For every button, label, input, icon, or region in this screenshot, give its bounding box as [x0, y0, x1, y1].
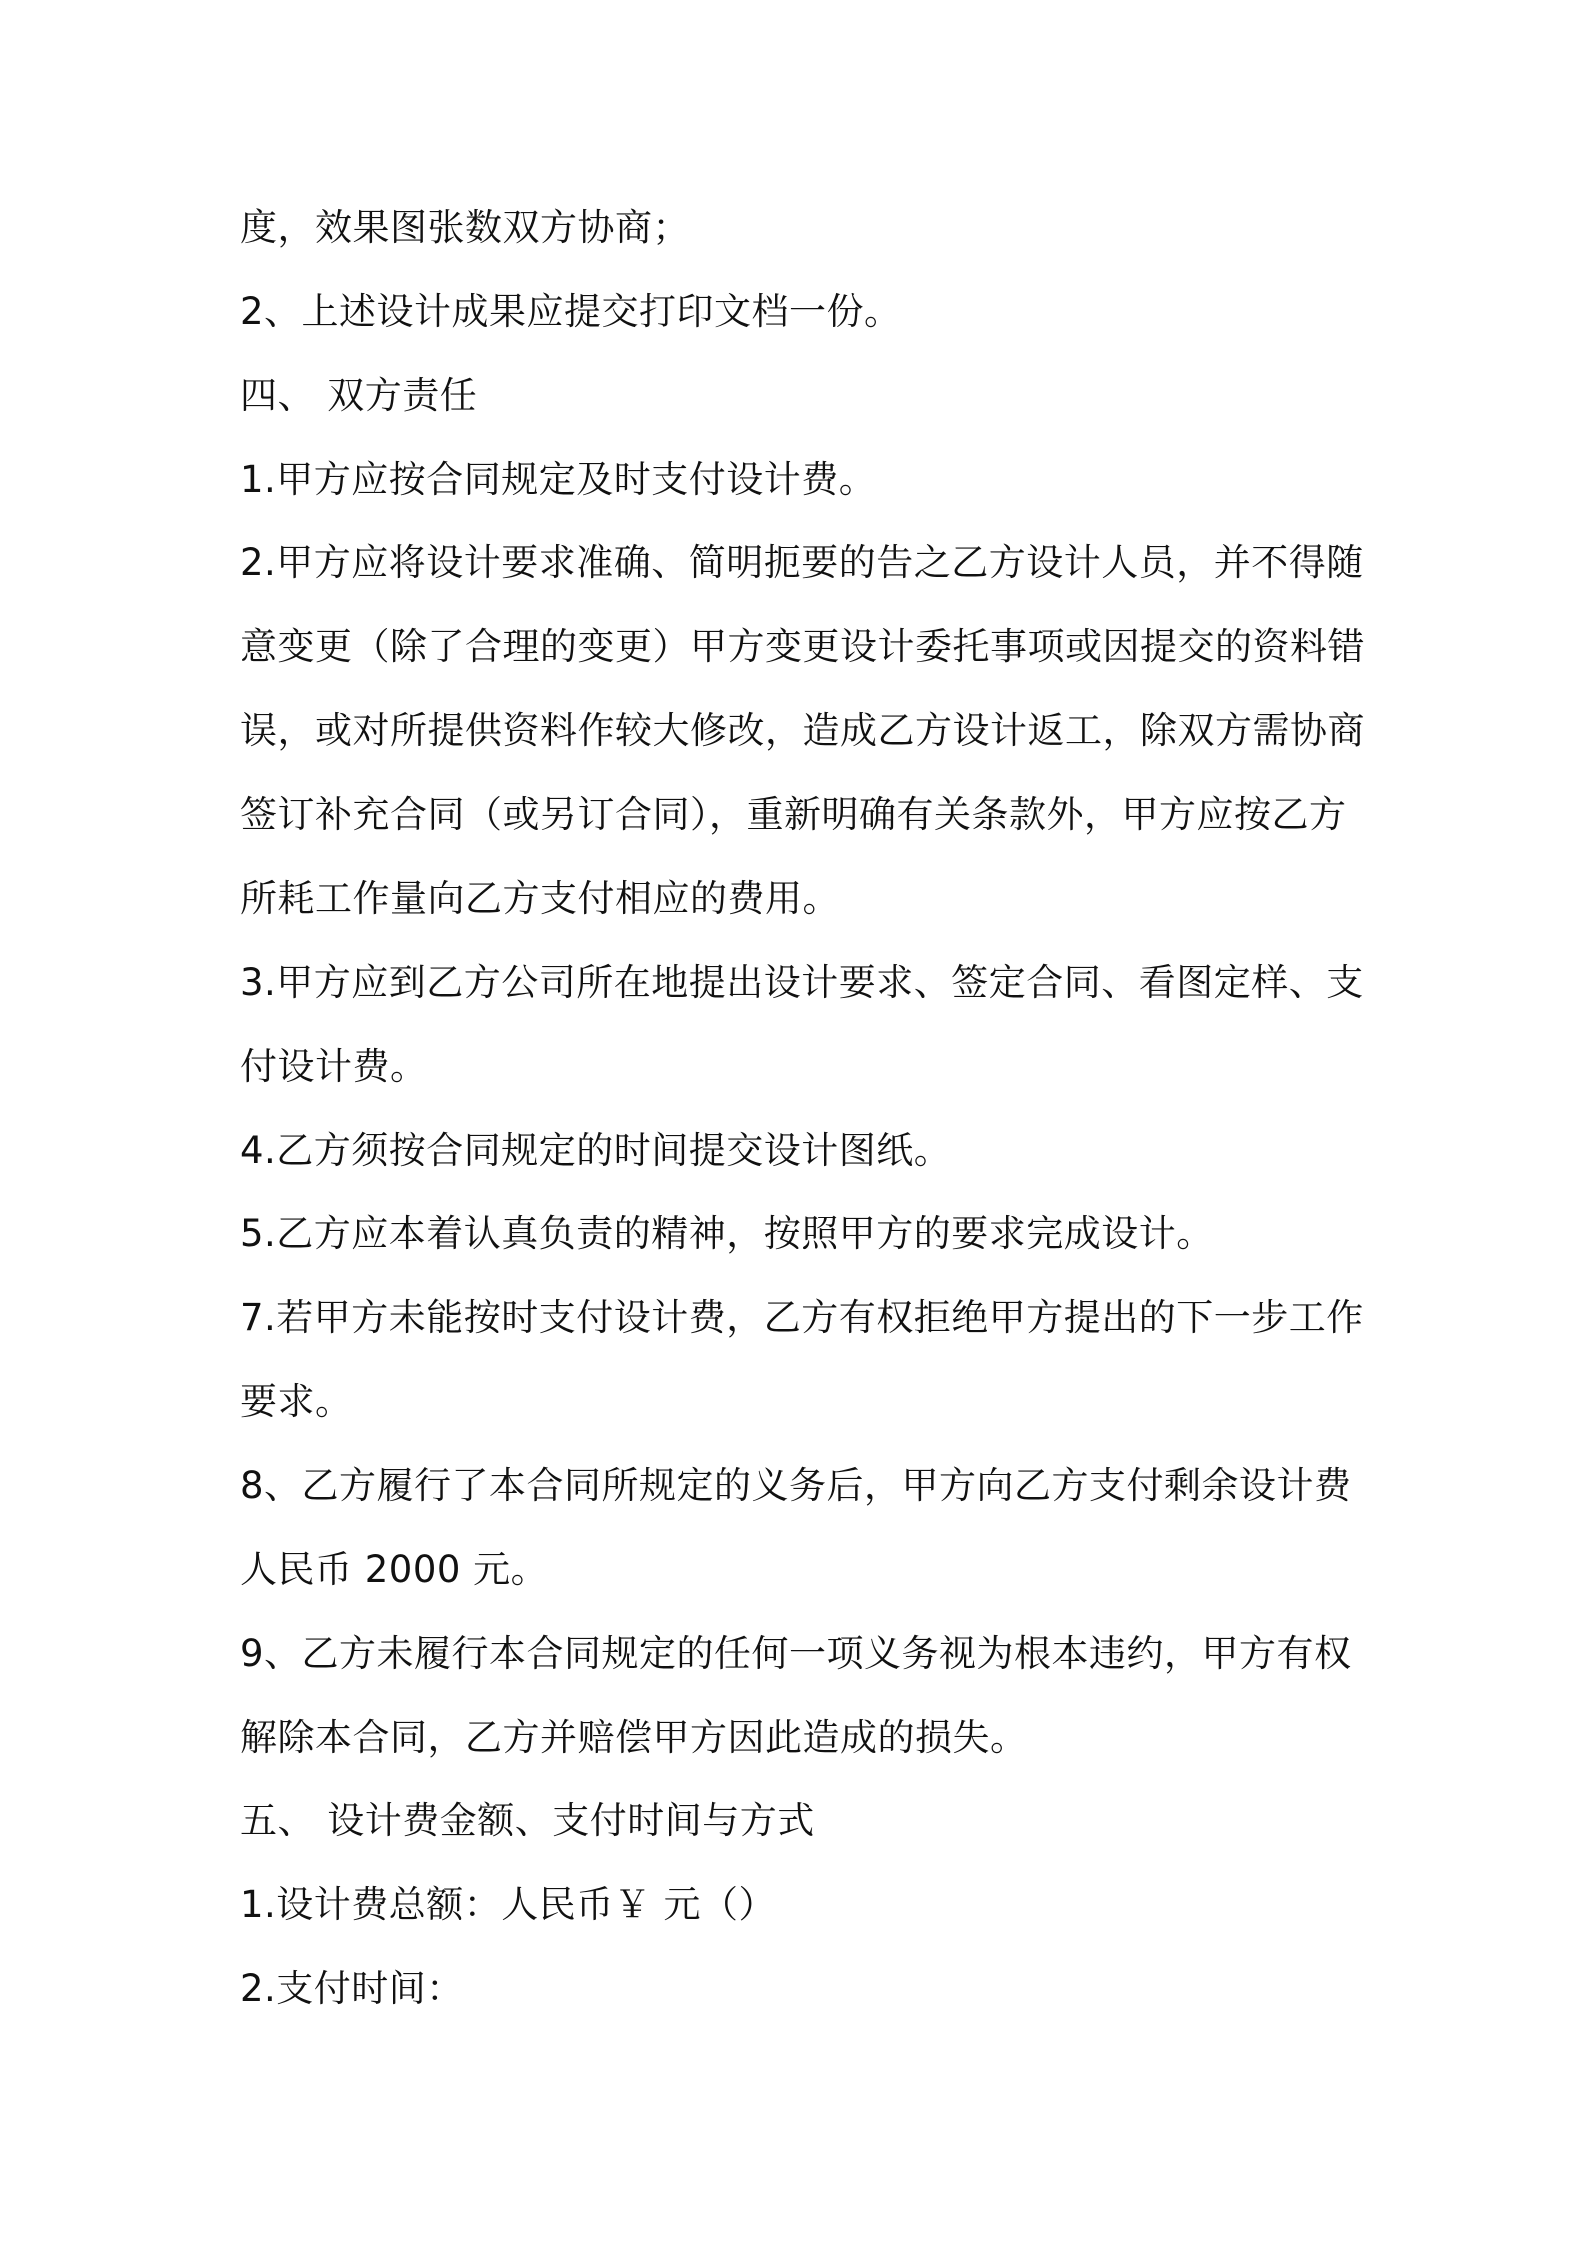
text-line: 度，效果图张数双方协商； [240, 206, 690, 249]
text-line: 1.设计费总额：人民币￥ 元（） [240, 1883, 777, 1926]
text-line: 5.乙方应本着认真负责的精神，按照甲方的要求完成设计。 [240, 1212, 1214, 1255]
text-line: 2、上述设计成果应提交打印文档一份。 [240, 290, 902, 333]
text-line: 2.支付时间： [240, 1967, 464, 2010]
text-line: 人民币 2000 元。 [240, 1548, 549, 1591]
text-line: 所耗工作量向乙方支付相应的费用。 [240, 877, 840, 920]
text-line: 8、乙方履行了本合同所规定的义务后，甲方向乙方支付剩余设计费 [240, 1464, 1352, 1507]
text-line: 意变更（除了合理的变更）甲方变更设计委托事项或因提交的资料错 [240, 625, 1365, 668]
text-line: 2.甲方应将设计要求准确、简明扼要的告之乙方设计人员，并不得随 [240, 541, 1364, 584]
text-line: 4.乙方须按合同规定的时间提交设计图纸。 [240, 1129, 952, 1172]
text-line: 付设计费。 [240, 1045, 428, 1088]
text-line: 解除本合同，乙方并赔偿甲方因此造成的损失。 [240, 1716, 1028, 1759]
section-heading: 五、 设计费金额、支付时间与方式 [240, 1799, 815, 1842]
text-line: 签订补充合同（或另订合同），重新明确有关条款外，甲方应按乙方 [240, 793, 1347, 836]
text-line: 误，或对所提供资料作较大修改，造成乙方设计返工，除双方需协商 [240, 709, 1365, 752]
section-heading: 四、 双方责任 [240, 374, 478, 417]
text-line: 要求。 [240, 1380, 353, 1423]
text-line: 7.若甲方未能按时支付设计费，乙方有权拒绝甲方提出的下一步工作 [240, 1296, 1364, 1339]
text-line: 3.甲方应到乙方公司所在地提出设计要求、签定合同、看图定样、支 [240, 961, 1364, 1004]
text-line: 9、乙方未履行本合同规定的任何一项义务视为根本违约，甲方有权 [240, 1632, 1352, 1675]
text-line: 1.甲方应按合同规定及时支付设计费。 [240, 458, 877, 501]
